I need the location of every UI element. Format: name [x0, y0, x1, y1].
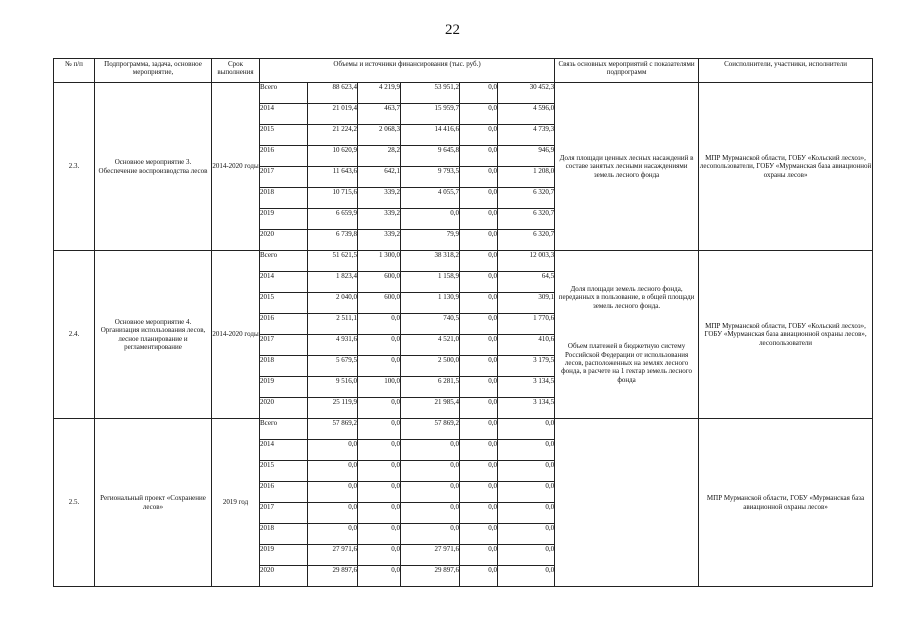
amount-cell: 79,9 — [401, 230, 460, 251]
amount-cell: 0,0 — [460, 545, 498, 566]
amount-cell: 0,0 — [401, 482, 460, 503]
executors-cell: МПР Мурманской области, ГОБУ «Кольский лесхоз», лесопользователи, ГОБУ «Мурманская база авиационной охраны лесов» — [699, 83, 873, 251]
amount-cell: 3 134,5 — [498, 377, 555, 398]
amount-cell: 6 320,7 — [498, 230, 555, 251]
header-executors: Соисполнители, участники, исполнители — [699, 59, 873, 83]
measure-name: Основное мероприятие 3. Обеспечение воспроизводства лесов — [95, 83, 212, 251]
year-cell: 2015 — [260, 125, 308, 146]
amount-cell: 4 055,7 — [401, 188, 460, 209]
row-number: 2.3. — [54, 83, 95, 251]
year-cell: 2016 — [260, 146, 308, 167]
amount-cell: 0,0 — [460, 209, 498, 230]
amount-cell: 0,0 — [358, 419, 401, 440]
amount-cell: 12 003,3 — [498, 251, 555, 272]
amount-cell: 0,0 — [401, 524, 460, 545]
amount-cell: 9 793,5 — [401, 167, 460, 188]
amount-cell: 4 931,6 — [308, 335, 358, 356]
amount-cell: 3 134,5 — [498, 398, 555, 419]
amount-cell: 339,2 — [358, 230, 401, 251]
amount-cell: 21 224,2 — [308, 125, 358, 146]
amount-cell: 0,0 — [358, 524, 401, 545]
amount-cell: 0,0 — [460, 335, 498, 356]
header-program: Подпрограмма, задача, основное мероприятие, — [95, 59, 212, 83]
amount-cell: 29 897,6 — [401, 566, 460, 587]
amount-cell: 11 643,6 — [308, 167, 358, 188]
year-cell: 2016 — [260, 314, 308, 335]
amount-cell: 9 516,0 — [308, 377, 358, 398]
amount-cell: 1 300,0 — [358, 251, 401, 272]
amount-cell: 1 823,4 — [308, 272, 358, 293]
amount-cell: 0,0 — [460, 566, 498, 587]
amount-cell: 4 596,0 — [498, 104, 555, 125]
amount-cell: 740,5 — [401, 314, 460, 335]
amount-cell: 1 158,9 — [401, 272, 460, 293]
amount-cell: 0,0 — [358, 482, 401, 503]
amount-cell: 0,0 — [460, 419, 498, 440]
indicator-link-cell — [555, 251, 699, 419]
amount-cell: 27 971,6 — [401, 545, 460, 566]
indicator-link-cell — [555, 83, 699, 251]
amount-cell: 0,0 — [401, 209, 460, 230]
year-cell: 2017 — [260, 503, 308, 524]
year-cell: 2018 — [260, 188, 308, 209]
amount-cell: 0,0 — [498, 461, 555, 482]
year-cell: 2020 — [260, 398, 308, 419]
amount-cell: 600,0 — [358, 293, 401, 314]
table-row — [54, 419, 873, 440]
header-link: Связь основных мероприятий с показателями подпрограмм — [555, 59, 699, 83]
amount-cell: 339,2 — [358, 188, 401, 209]
executors-cell: МПР Мурманской области, ГОБУ «Кольский лесхоз», ГОБУ «Мурманская база авиационной охраны лесов», лесопользователи — [699, 251, 873, 419]
amount-cell: 0,0 — [460, 461, 498, 482]
amount-cell: 15 959,7 — [401, 104, 460, 125]
amount-cell: 0,0 — [460, 230, 498, 251]
amount-cell: 0,0 — [498, 545, 555, 566]
amount-cell: 27 971,6 — [308, 545, 358, 566]
amount-cell: 0,0 — [460, 524, 498, 545]
year-cell: 2014 — [260, 104, 308, 125]
amount-cell: 6 320,7 — [498, 188, 555, 209]
amount-cell: 0,0 — [460, 377, 498, 398]
term-cell: 2014-2020 годы — [212, 251, 260, 419]
amount-cell: 0,0 — [460, 440, 498, 461]
amount-cell: 29 897,6 — [308, 566, 358, 587]
amount-cell: 3 179,5 — [498, 356, 555, 377]
amount-cell: 10 620,9 — [308, 146, 358, 167]
amount-cell: 38 318,2 — [401, 251, 460, 272]
amount-cell: 0,0 — [358, 314, 401, 335]
term-cell: 2019 год — [212, 419, 260, 587]
amount-cell: 0,0 — [308, 440, 358, 461]
financing-table — [53, 58, 873, 587]
amount-cell: 0,0 — [358, 566, 401, 587]
year-cell: 2018 — [260, 524, 308, 545]
table-header-row — [54, 59, 873, 83]
year-cell: 2016 — [260, 482, 308, 503]
amount-cell: 0,0 — [358, 440, 401, 461]
year-cell: 2017 — [260, 167, 308, 188]
indicator-text: Объем платежей в бюджетную систему Российской Федерации от использования лесов, расположенных на землях лесного фонда, в расчете на 1 гектар земель лесного фонда — [561, 342, 692, 384]
amount-cell: 0,0 — [460, 251, 498, 272]
page-number: 22 — [445, 22, 460, 38]
measure-name: Региональный проект «Сохранение лесов» — [95, 419, 212, 587]
amount-cell: 0,0 — [358, 398, 401, 419]
amount-cell: 0,0 — [308, 482, 358, 503]
amount-cell: 57 869,2 — [308, 419, 358, 440]
year-cell: 2018 — [260, 356, 308, 377]
header-financing: Объемы и источники финансирования (тыс. руб.) — [260, 59, 555, 83]
amount-cell: 5 679,5 — [308, 356, 358, 377]
amount-cell: 0,0 — [308, 503, 358, 524]
amount-cell: 0,0 — [358, 545, 401, 566]
executors-cell: МПР Мурманской области, ГОБУ «Мурманская база авиационной охраны лесов» — [699, 419, 873, 587]
amount-cell: 6 739,8 — [308, 230, 358, 251]
year-cell: Всего — [260, 419, 308, 440]
amount-cell: 53 951,2 — [401, 83, 460, 104]
amount-cell: 9 645,8 — [401, 146, 460, 167]
amount-cell: 0,0 — [498, 524, 555, 545]
amount-cell: 6 320,7 — [498, 209, 555, 230]
amount-cell: 51 621,5 — [308, 251, 358, 272]
amount-cell: 0,0 — [460, 104, 498, 125]
amount-cell: 21 019,4 — [308, 104, 358, 125]
term-cell: 2014-2020 годы — [212, 83, 260, 251]
measure-name: Основное мероприятие 4. Организация использования лесов, лесное планирование и регламентирование — [95, 251, 212, 419]
amount-cell: 0,0 — [498, 419, 555, 440]
indicator-text: Доля площади ценных лесных насаждений в составе занятых лесными насаждениями земель лесного фонда — [559, 153, 694, 179]
row-number: 2.4. — [54, 251, 95, 419]
amount-cell: 0,0 — [358, 461, 401, 482]
year-cell: 2014 — [260, 272, 308, 293]
year-cell: 2015 — [260, 461, 308, 482]
table-body — [54, 83, 873, 587]
year-cell: 2015 — [260, 293, 308, 314]
amount-cell: 0,0 — [308, 524, 358, 545]
amount-cell: 642,1 — [358, 167, 401, 188]
amount-cell: 0,0 — [460, 314, 498, 335]
header-num: № п/п — [54, 59, 95, 83]
amount-cell: 1 208,0 — [498, 167, 555, 188]
amount-cell: 0,0 — [498, 440, 555, 461]
amount-cell: 0,0 — [401, 440, 460, 461]
amount-cell: 6 659,9 — [308, 209, 358, 230]
table-row — [54, 251, 873, 272]
amount-cell: 463,7 — [358, 104, 401, 125]
indicator-link-cell — [555, 419, 699, 587]
year-cell: 2014 — [260, 440, 308, 461]
amount-cell: 0,0 — [460, 503, 498, 524]
amount-cell: 0,0 — [460, 293, 498, 314]
amount-cell: 600,0 — [358, 272, 401, 293]
year-cell: 2020 — [260, 566, 308, 587]
amount-cell: 0,0 — [308, 461, 358, 482]
header-term: Срок выполнения — [212, 59, 260, 83]
amount-cell: 0,0 — [498, 566, 555, 587]
amount-cell: 0,0 — [460, 272, 498, 293]
amount-cell: 100,0 — [358, 377, 401, 398]
amount-cell: 0,0 — [460, 188, 498, 209]
amount-cell: 0,0 — [460, 398, 498, 419]
amount-cell: 0,0 — [498, 503, 555, 524]
amount-cell: 28,2 — [358, 146, 401, 167]
amount-cell: 25 119,9 — [308, 398, 358, 419]
amount-cell: 4 739,3 — [498, 125, 555, 146]
amount-cell: 0,0 — [401, 461, 460, 482]
table-row — [54, 83, 873, 104]
amount-cell: 88 623,4 — [308, 83, 358, 104]
amount-cell: 0,0 — [358, 503, 401, 524]
year-cell: 2020 — [260, 230, 308, 251]
amount-cell: 0,0 — [460, 167, 498, 188]
amount-cell: 309,1 — [498, 293, 555, 314]
amount-cell: 0,0 — [358, 356, 401, 377]
amount-cell: 21 985,4 — [401, 398, 460, 419]
amount-cell: 10 715,6 — [308, 188, 358, 209]
amount-cell: 2 040,0 — [308, 293, 358, 314]
amount-cell: 0,0 — [460, 146, 498, 167]
amount-cell: 30 452,3 — [498, 83, 555, 104]
amount-cell: 0,0 — [358, 335, 401, 356]
year-cell: 2017 — [260, 335, 308, 356]
amount-cell: 0,0 — [460, 125, 498, 146]
amount-cell: 64,5 — [498, 272, 555, 293]
amount-cell: 4 521,0 — [401, 335, 460, 356]
amount-cell: 4 219,9 — [358, 83, 401, 104]
amount-cell: 2 511,1 — [308, 314, 358, 335]
amount-cell: 1 130,9 — [401, 293, 460, 314]
amount-cell: 6 281,5 — [401, 377, 460, 398]
year-cell: 2019 — [260, 209, 308, 230]
amount-cell: 410,6 — [498, 335, 555, 356]
year-cell: Всего — [260, 83, 308, 104]
amount-cell: 0,0 — [460, 83, 498, 104]
amount-cell: 57 869,2 — [401, 419, 460, 440]
amount-cell: 0,0 — [460, 356, 498, 377]
indicator-text: Доля площади земель лесного фонда, переданных в пользование, в общей площади земель лесного фонда. — [558, 284, 695, 310]
amount-cell: 0,0 — [498, 482, 555, 503]
year-cell: Всего — [260, 251, 308, 272]
amount-cell: 946,9 — [498, 146, 555, 167]
amount-cell: 0,0 — [460, 482, 498, 503]
amount-cell: 2 068,3 — [358, 125, 401, 146]
amount-cell: 0,0 — [401, 503, 460, 524]
year-cell: 2019 — [260, 545, 308, 566]
amount-cell: 1 770,6 — [498, 314, 555, 335]
row-number: 2.5. — [54, 419, 95, 587]
amount-cell: 339,2 — [358, 209, 401, 230]
year-cell: 2019 — [260, 377, 308, 398]
amount-cell: 14 416,6 — [401, 125, 460, 146]
amount-cell: 2 500,0 — [401, 356, 460, 377]
